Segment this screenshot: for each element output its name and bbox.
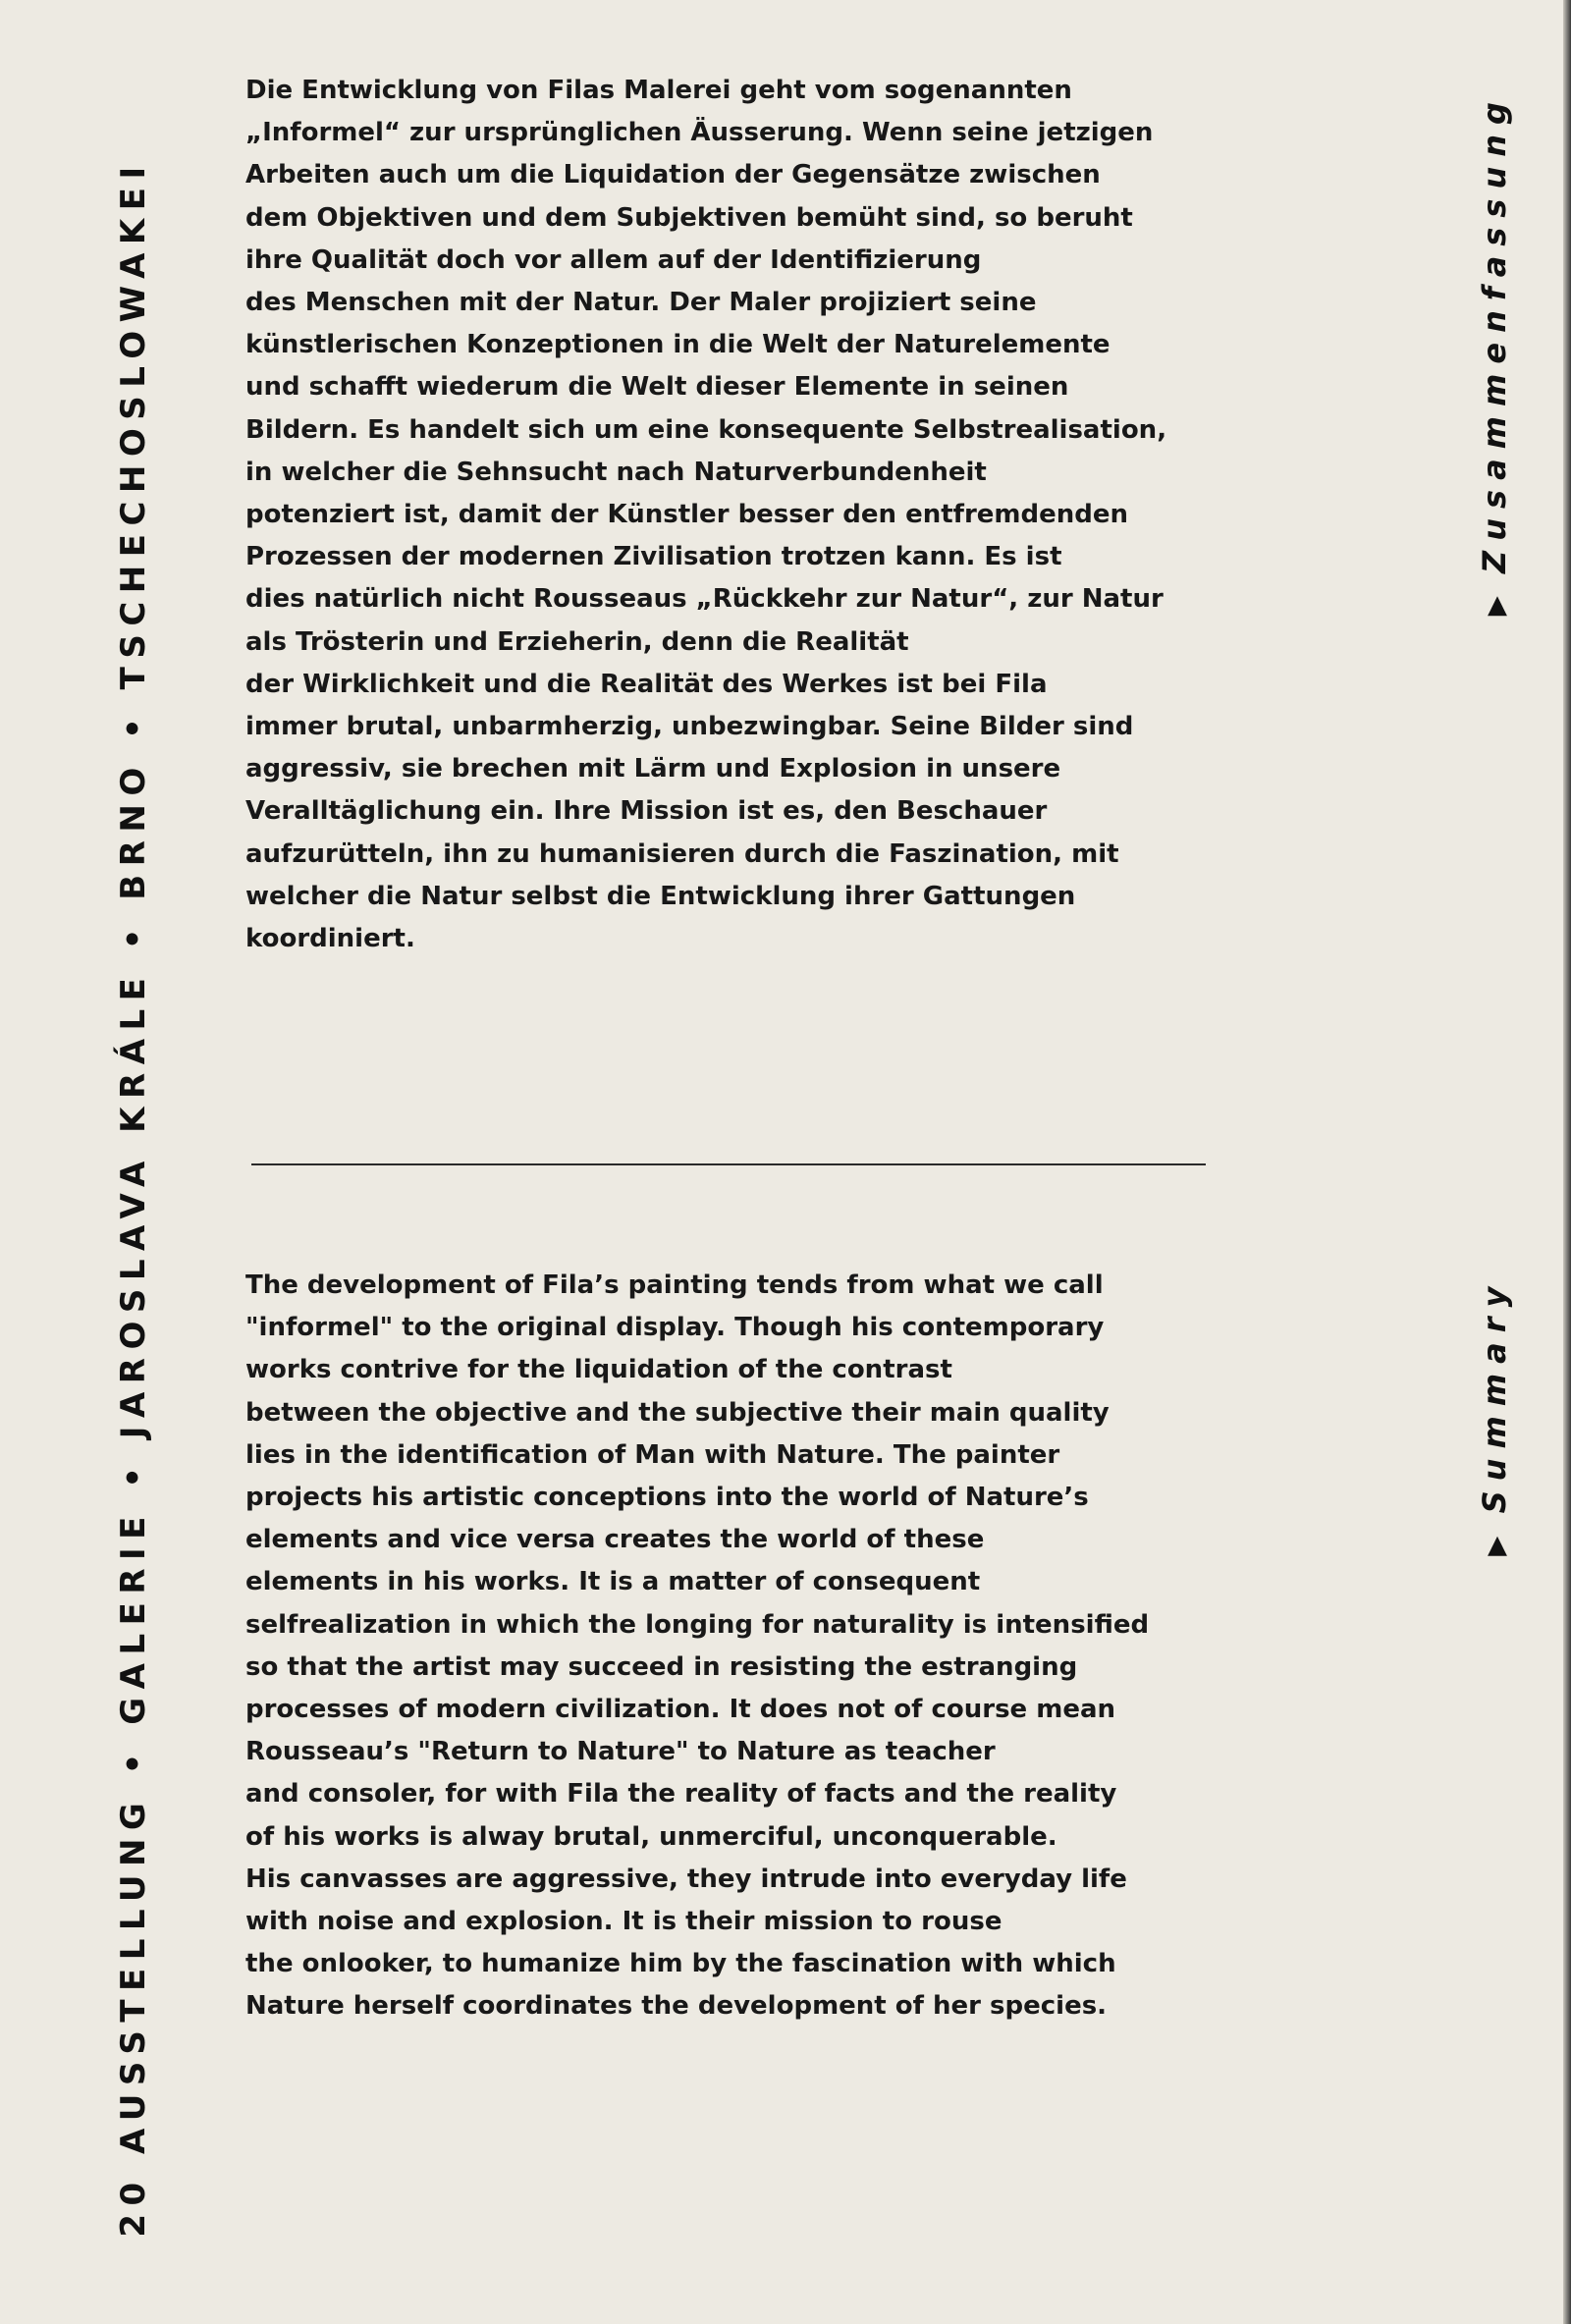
german-summary-line: Prozessen der modernen Zivilisation trotzen kann. Es ist <box>245 542 1062 572</box>
english-summary-line: processes of modern civilization. It does not of course mean <box>245 1695 1116 1725</box>
german-summary-line: aggressiv, sie brechen mit Lärm und Explosion in unsere <box>245 754 1061 784</box>
german-summary-line: des Menschen mit der Natur. Der Maler projiziert seine <box>245 288 1037 318</box>
english-summary <box>245 1265 1218 2028</box>
english-summary-line: selfrealization in which the longing for naturality is intensified <box>245 1609 1150 1640</box>
spine-title: 20 AUSSTELLUNG • GALERIE • JAROSLAVA KRÁLE • BRNO • TSCHECHOSLOWAKEI <box>114 158 153 2238</box>
german-summary-line: Bildern. Es handelt sich um eine konsequente Selbstrealisation, <box>245 414 1167 445</box>
english-summary-line: between the objective and the subjective their main quality <box>245 1397 1110 1428</box>
english-summary-line: and consoler, for with Fila the reality of facts and the reality <box>245 1779 1117 1810</box>
german-summary-line: dem Objektiven und dem Subjektiven bemüht sind, so beruht <box>245 202 1133 233</box>
german-summary-line: dies natürlich nicht Rousseaus „Rückkehr zur Natur“, zur Natur <box>245 584 1164 615</box>
german-summary-line: Veralltäglichung ein. Ihre Mission ist es, den Beschauer <box>245 796 1048 827</box>
english-summary-line: the onlooker, to humanize him by the fascination with which <box>245 1949 1116 1979</box>
triangle-pointer-icon: ▲ <box>1488 589 1507 620</box>
triangle-pointer-icon: ▲ <box>1488 1530 1507 1560</box>
side-label-zusammenfassung-text: Zusammenfassung <box>1476 92 1513 573</box>
side-label-summary <box>1476 1276 1513 1560</box>
english-summary-line: elements and vice versa creates the world of these <box>245 1525 985 1555</box>
english-summary-line: His canvasses are aggressive, they intrude into everyday life <box>245 1864 1127 1894</box>
english-summary-line: so that the artist may succeed in resisting the estranging <box>245 1651 1078 1682</box>
german-summary-line: „Informel“ zur ursprünglichen Äusserung. Wenn seine jetzigen <box>245 118 1154 148</box>
english-summary-line: with noise and explosion. It is their mission to rouse <box>245 1907 1002 1937</box>
german-summary-line: Die Entwicklung von Filas Malerei geht vom sogenannten <box>245 76 1072 105</box>
german-summary-line: der Wirklichkeit und die Realität des Werkes ist bei Fila <box>245 669 1048 699</box>
english-summary-line: elements in his works. It is a matter of consequent <box>245 1567 981 1597</box>
english-summary-line: The development of Fila’s painting tends from what we call <box>245 1270 1104 1300</box>
side-label-zusammenfassung <box>1476 92 1513 620</box>
english-summary-line: works contrive for the liquidation of the contrast <box>245 1355 952 1385</box>
german-summary-line: potenziert ist, damit der Künstler besser den entfremdenden <box>245 500 1129 530</box>
german-summary-line: künstlerischen Konzeptionen in die Welt der Naturelemente <box>245 330 1111 360</box>
english-summary-line: of his works is alway brutal, unmerciful, unconquerable. <box>245 1821 1057 1852</box>
german-summary-line: aufzurütteln, ihn zu humanisieren durch die Faszination, mit <box>245 838 1119 869</box>
german-summary <box>245 70 1218 960</box>
page-edge-shadow <box>1563 0 1571 2324</box>
german-summary-line: Arbeiten auch um die Liquidation der Gegensätze zwischen <box>245 160 1101 190</box>
german-summary-line: welcher die Natur selbst die Entwicklung ihrer Gattungen <box>245 881 1076 911</box>
english-summary-line: Rousseau’s "Return to Nature" to Nature as teacher <box>245 1737 996 1767</box>
german-summary-line: immer brutal, unbarmherzig, unbezwingbar. Seine Bilder sind <box>245 712 1134 742</box>
german-summary-line: in welcher die Sehnsucht nach Naturverbundenheit <box>245 457 987 487</box>
english-summary-line: "informel" to the original display. Though his contemporary <box>245 1313 1105 1343</box>
german-summary-line: koordiniert. <box>245 924 415 954</box>
english-summary-line: lies in the identification of Man with Nature. The painter <box>245 1439 1060 1470</box>
english-summary-line: projects his artistic conceptions into the world of Nature’s <box>245 1483 1089 1513</box>
section-divider <box>251 1163 1206 1165</box>
german-summary-line: und schafft wiederum die Welt dieser Elemente in seinen <box>245 372 1069 403</box>
english-summary-line: Nature herself coordinates the development of her species. <box>245 1991 1108 2022</box>
german-summary-line: als Trösterin und Erzieherin, denn die Realität <box>245 626 909 657</box>
german-summary-line: ihre Qualität doch vor allem auf der Identifizierung <box>245 244 982 275</box>
side-label-summary-text: Summary <box>1476 1276 1513 1514</box>
